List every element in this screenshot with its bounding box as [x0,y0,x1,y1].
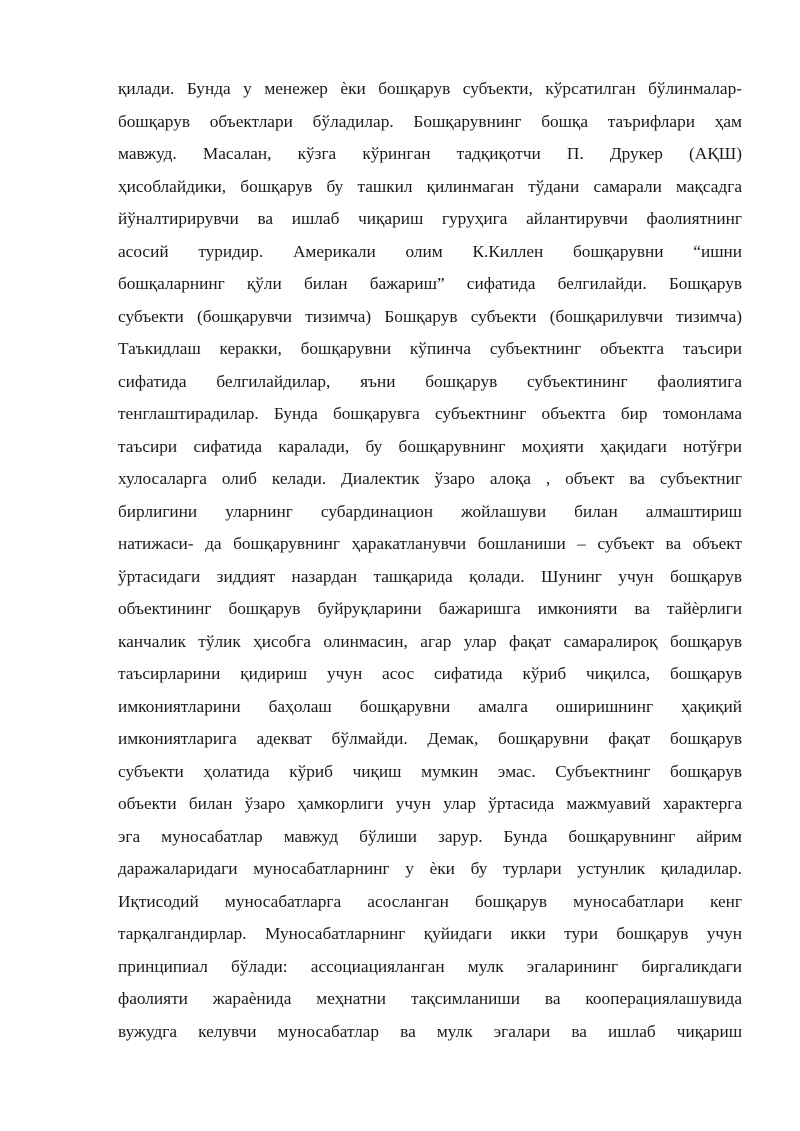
text-line: бирлигини уларнинг субардинацион жойлашуви билан алмаштириш [118,501,742,521]
text-line: вужудга келувчи муносабатлар ва мулк эгалари ва ишлаб чиқариш [118,1021,742,1041]
text-line: субъекти ҳолатида кўриб чиқиш мумкин эмас. Субъектнинг бошқарув [118,761,742,781]
text-line: ҳисоблайдики, бошқарув бу ташкил қилинмаган тўдани самарали мақсадга [118,176,742,196]
text-line: хулосаларга олиб келади. Диалектик ўзаро алоқа , объект ва субъектниг [118,469,742,488]
text-line: принципиал бўлади: ассоциацияланган мулк эгаларининг биргаликдаги [118,956,742,976]
text-line: таъсири сифатида каралади, бу бошқарувнинг моҳияти ҳақидаги нотўғри [118,436,742,456]
text-line: сифатида белгилайдилар, яъни бошқарув субъектининг фаолиятига [118,371,742,391]
text-line: таъсирларини қидириш учун асос сифатида кўриб чиқилса, бошқарув [118,664,742,683]
text-line: бошқаларнинг қўли билан бажариш” сифатида белгилайди. Бошқарув [118,274,742,293]
text-line: даражаларидаги муносабатларнинг у ѐки бу турлари устунлик қиладилар. [118,859,742,878]
text-line: имкониятларини баҳолаш бошқарувни амалга оширишнинг ҳақиқий [118,696,742,716]
text-line: мавжуд. Масалан, кўзга кўринган тадқиқотчи П. Друкер (АҚШ) [118,144,742,163]
text-line: асосий туридир. Америкали олим К.Киллен бошқарувни “ишни [118,241,742,261]
text-line: йўналтирирувчи ва ишлаб чиқариш гуруҳига айлантирувчи фаолиятнинг [118,209,742,228]
text-line: фаолияти жараѐнида меҳнатни тақсимланиши ва кооперациялашувида [118,989,742,1008]
text-line: тарқалгандирлар. Муносабатларнинг қуйидаги икки тури бошқарув учун [118,924,742,943]
text-line: объектининг бошқарув буйруқларини бажаришга имконияти ва тайѐрлиги [118,599,742,618]
text-line: Иқтисодий муносабатларга асосланган бошқарув муносабатлари кенг [118,891,742,911]
text-line: субъекти (бошқарувчи тизимча) Бошқарув субъекти (бошқарилувчи тизимча) [118,306,742,326]
text-line: объекти билан ўзаро ҳамкорлиги учун улар ўртасида мажмуавий характерга [118,794,742,813]
text-line: қилади. Бунда у менежер ѐки бошқарув субъекти, кўрсатилган бўлинмалар- [118,79,742,98]
text-line: имкониятларига адекват бўлмайди. Демак, бошқарувни фақат бошқарув [118,729,742,748]
text-line: Таъкидлаш керакки, бошқарувни кўпинча субъектнинг объектга таъсири [118,339,742,358]
text-line: канчалик тўлик ҳисобга олинмасин, агар улар фақат самаралироқ бошқарув [118,631,742,651]
text-line: натижаси- да бошқарувнинг ҳаракатланувчи бошланиши – субъект ва объект [118,534,742,553]
text-line: эга муносабатлар мавжуд бўлиши зарур. Бунда бошқарувнинг айрим [118,826,742,846]
body-text [118,73,742,1048]
text-line: тенглаштирадилар. Бунда бошқарувга субъектнинг объектга бир томонлама [118,404,742,423]
text-line: ўртасидаги зиддият назардан ташқарида қолади. Шунинг учун бошқарув [118,566,742,586]
text-line: бошқарув объектлари бўладилар. Бошқарувнинг бошқа таърифлари ҳам [118,111,742,131]
